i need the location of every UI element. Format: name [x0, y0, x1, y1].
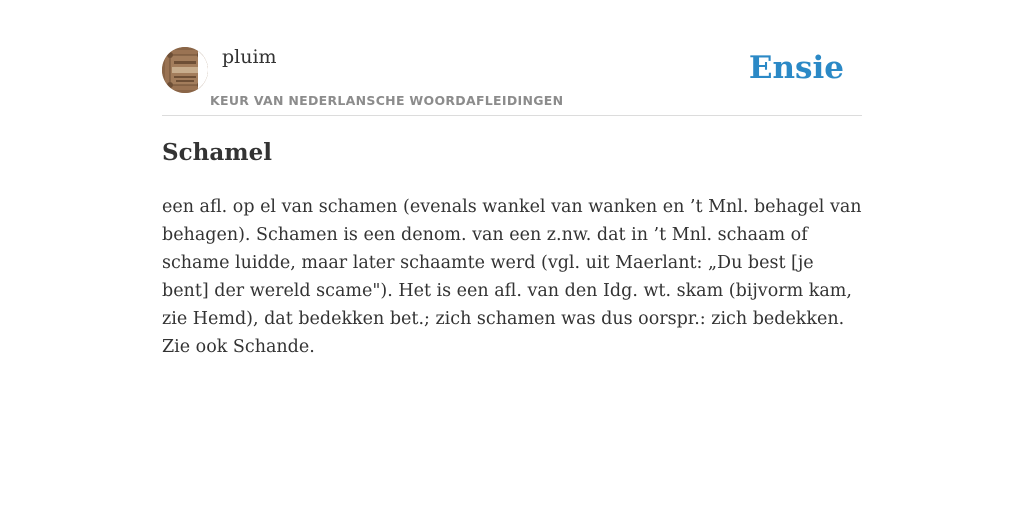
username[interactable]: pluim: [222, 46, 277, 68]
avatar[interactable]: [162, 47, 208, 93]
entry-definition: een afl. op el van schamen (evenals wankel van wanken en ’t Mnl. behagel van behagen). Schamen is een denom. van een z.nw. dat in ’t Mnl. schaam of schame luidde, maar later schaamte werd (vgl. uit Maerlant: „Du best [je bent] der wereld scame"). Het is een afl. van den Idg. wt. skam (bijvorm kam, zie Hemd), dat bedekken bet.; zich schamen was dus oorspr.: zich bedekken. Zie ook Schande.: [162, 197, 862, 357]
header: [162, 40, 862, 116]
ensie-logo[interactable]: Ensie: [748, 50, 844, 86]
entry-title: Schamel: [162, 139, 272, 166]
book-cover-avatar-icon: [162, 47, 208, 93]
source-name[interactable]: KEUR VAN NEDERLANSCHE WOORDAFLEIDINGEN: [210, 93, 564, 108]
